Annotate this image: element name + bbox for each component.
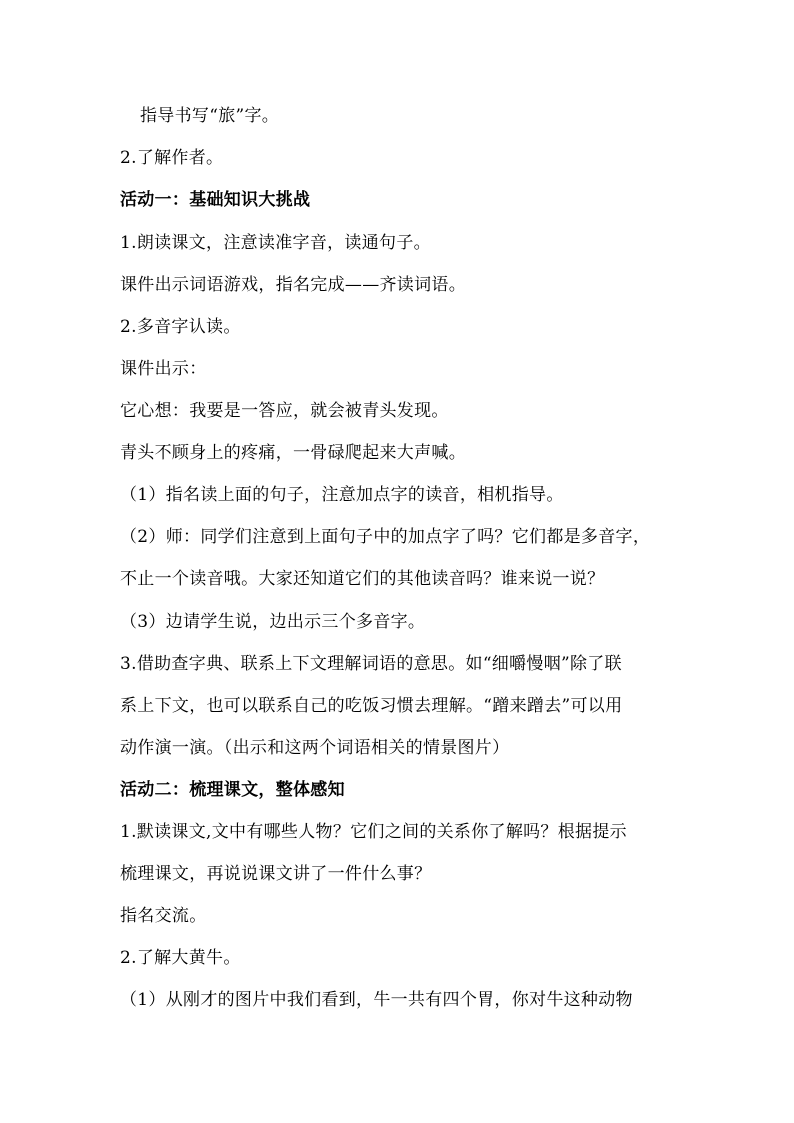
paragraph-line: 指导书写“旅”字。 xyxy=(140,106,280,126)
paragraph-line: （2）师：同学们注意到上面句子中的加点字了吗？它们都是多音字， xyxy=(120,527,651,547)
paragraph-line: 系上下文，也可以联系自己的吃饭习惯去理解。“蹭来蹭去”可以用 xyxy=(120,696,623,716)
paragraph-line: 梳理课文，再说说课文讲了一件什么事？ xyxy=(120,864,432,884)
paragraph-line: 2.了解作者。 xyxy=(120,148,224,168)
paragraph-line: （1）从刚才的图片中我们看到，牛一共有四个胃，你对牛这种动物 xyxy=(120,990,633,1010)
paragraph-line: 课件出示词语游戏，指名完成——齐读词语。 xyxy=(120,275,466,295)
paragraph-line: 不止一个读音哦。大家还知道它们的其他读音吗？谁来说一说？ xyxy=(120,569,605,589)
paragraph-line: 它心想：我要是一答应，就会被青头发现。 xyxy=(120,401,449,421)
section-heading: 活动一：基础知识大挑战 xyxy=(120,190,311,210)
paragraph-line: （1）指名读上面的句子，注意加点字的读音，相机指导。 xyxy=(120,485,564,505)
section-heading: 活动二：梳理课文，整体感知 xyxy=(120,780,345,800)
paragraph-line: 课件出示： xyxy=(120,359,207,379)
paragraph-line: 动作演一演。（出示和这两个词语相关的情景图片） xyxy=(120,738,510,758)
paragraph-line: 2.多音字认读。 xyxy=(120,317,241,337)
paragraph-line: 1.默读课文,文中有哪些人物？它们之间的关系你了解吗？根据提示 xyxy=(120,822,627,842)
paragraph-line: 1.朗读课文，注意读准字音，读通句子。 xyxy=(120,233,431,253)
paragraph-line: 3.借助查字典、联系上下文理解词语的意思。如“细嚼慢咽”除了联 xyxy=(120,654,622,674)
paragraph-line: 2.了解大黄牛。 xyxy=(120,948,241,968)
paragraph-line: 青头不顾身上的疼痛，一骨碌爬起来大声喊。 xyxy=(120,443,466,463)
paragraph-line: 指名交流。 xyxy=(120,906,207,926)
paragraph-line: （3）边请学生说，边出示三个多音字。 xyxy=(120,612,426,632)
